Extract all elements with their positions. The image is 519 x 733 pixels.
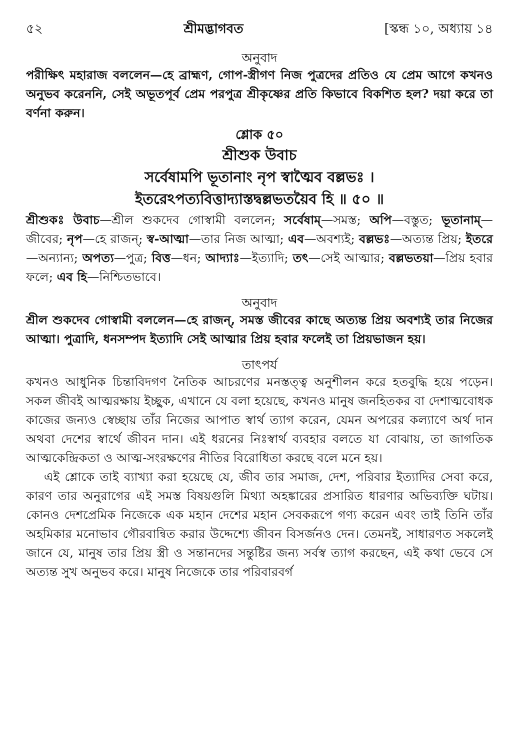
synonym-meaning: —জীবের; (26, 213, 493, 246)
synonym-term: বল্লভতয়া (388, 251, 434, 265)
synonym-meaning: —সমস্ত; (320, 213, 370, 227)
synonym-term: নৃপ (67, 232, 83, 246)
synonym-meaning: —পুত্র; (113, 251, 152, 265)
purport-paragraph: কখনও আধুনিক চিন্তাবিদগণ নৈতিক আচরণের মনস্তত্ত্ব অনুশীলন করে হতবুদ্ধি হয়ে পড়েন। সকল জীবই আত্মরক্ষায় ইচ্ছুক, এখানে যে বলা হয়েছে, কখনও মানুষ জনহিতকর বা দেশাত্মবোধক কাজের জন্যও স্বেচ্ছায় তাঁর নিজের আপাত স্বার্থ ত্যাগ করেন, যেমন অপরের কল্যাণে অর্থ দান অথবা দেশের স্বার্থে জীবন দান। এই ধরনের নিঃস্বার্থ ব্যবহার বলতে যা বোঝায়, তা জাগতিক আত্মকেন্দ্রিকতা ও আত্ম-সংরক্ষণের নীতির বিরোধিতা করছে বলে মনে হয়। (26, 375, 493, 465)
synonym-meaning: —ধন; (170, 251, 206, 265)
purport-label: তাৎপর্য (241, 357, 278, 372)
verse-speaker: শ্রীশুক উবাচ (222, 147, 297, 164)
synonym-meaning: —ইত্যাদি; (239, 251, 293, 265)
synonym-term: ভূতানাম্ (441, 213, 481, 227)
synonym-meaning: —সেই আত্মার; (308, 251, 389, 265)
synonym-term: এব হি (56, 270, 88, 284)
synonym-term: স্ব-আত্মা (146, 232, 189, 246)
synonym-meaning: —অত্যন্ত প্রিয়; (389, 232, 466, 246)
translation-label: অনুবাদ (241, 295, 278, 310)
synonym-term: সর্বেষাম্ (284, 213, 321, 227)
translation-text: পরীক্ষিৎ মহারাজ বললেন—হে ব্রাহ্মণ, গোপ-স্ত্রীগণ নিজ পুত্রদের প্রতিও যে প্রেম আগে কখনও অনুভব করেননি, সেই অভূতপূর্ব প্রেম পরপুত্র শ্রীকৃষ্ণের প্রতি কিভাবে বিকশিত হল? দয়া করে তা বর্ণনা করুন। (26, 68, 493, 120)
purport-paragraph: এই শ্লোকে তাই ব্যাখ্যা করা হয়েছে যে, জীব তার সমাজ, দেশ, পরিবার ইত্যাদির সেবা করে, কারণ তার অনুরাগের এই সমস্ত বিষয়গুলি মিথ্যা অহঙ্কারের প্রসারিত ধারণার অভিব্যক্তি ঘটায়। কোনও দেশপ্রেমিক নিজেকে এক মহান দেশের মহান সেবকরূপে গণ্য করেন এবং তাই তিনি তাঁর অহমিকার মনোভাব গৌরবান্বিত করার উদ্দেশ্যে জীবন বিসর্জনও দেন। তেমনই, সাধারণত সকলেই জানে যে, মানুষ তার প্রিয় স্ত্রী ও সন্তানদের সন্তুষ্টির জন্য সর্বস্ব ত্যাগ করছেন, এই কথা ভেবে সে অত্যন্ত সুখ অনুভব করে। মানুষ নিজেকে তার পরিবারবর্গ (26, 470, 493, 579)
synonym-meaning: —হে রাজন্; (82, 232, 147, 246)
synonym-meaning: —বস্তুত; (391, 213, 442, 227)
synonym-meaning: —শ্রীল শুকদেব গোস্বামী বললেন; (99, 213, 285, 227)
synonym-meaning: —অবশ্যই; (304, 232, 359, 246)
verse-number: শ্লোক ৫০ (235, 128, 284, 143)
translation-text: শ্রীল শুকদেব গোস্বামী বললেন—হে রাজন্, সমস্ত জীবের কাছে অত্যন্ত প্রিয় অবশ্যই তার নিজের আত্মা। পুত্রাদি, ধনসম্পদ ইত্যাদি সেই আত্মার প্রিয় হবার ফলেই তা প্রিয়ভাজন হয়। (26, 313, 493, 346)
synonym-term: অপি (369, 213, 392, 227)
synonym-term: অপত্য (82, 251, 114, 265)
page-header (26, 20, 493, 42)
synonym-term: এব (288, 232, 305, 246)
synonym-term: শ্রীশুকঃ উবাচ (26, 213, 100, 227)
word-for-word-synonyms (26, 211, 493, 287)
synonym-meaning: —প্রিয় হবার ফলে; (26, 251, 494, 284)
book-title: শ্রীমদ্ভাগবত (183, 22, 244, 37)
synonym-term: বল্লভঃ (358, 232, 390, 246)
synonym-term: তৎ (292, 251, 309, 265)
synonym-term: বিত্ত (151, 251, 171, 265)
synonym-term: ইতরে (465, 232, 493, 246)
verse-line-2: ইতরেঽপত্যবিত্তাদ্যাস্তদ্বল্লভতয়ৈব হি ॥ ৫০ ॥ (135, 191, 384, 208)
synonym-meaning: —অন্যান্য; (26, 251, 83, 265)
page-number: ৫২ (26, 22, 43, 37)
canto-chapter: [স্কন্ধ ১০, অধ্যায় ১৪ (384, 22, 493, 37)
verse-line-1: সর্বেষামপি ভূতানাং নৃপ স্বাত্মৈব বল্লভঃ । (144, 169, 375, 186)
synonym-term: আদ্যাঃ (205, 251, 240, 265)
translation-label: অনুবাদ (241, 50, 278, 65)
synonym-meaning: —নিশ্চিতভাবে। (87, 270, 161, 284)
synonym-meaning: —তার নিজ আত্মা; (188, 232, 289, 246)
